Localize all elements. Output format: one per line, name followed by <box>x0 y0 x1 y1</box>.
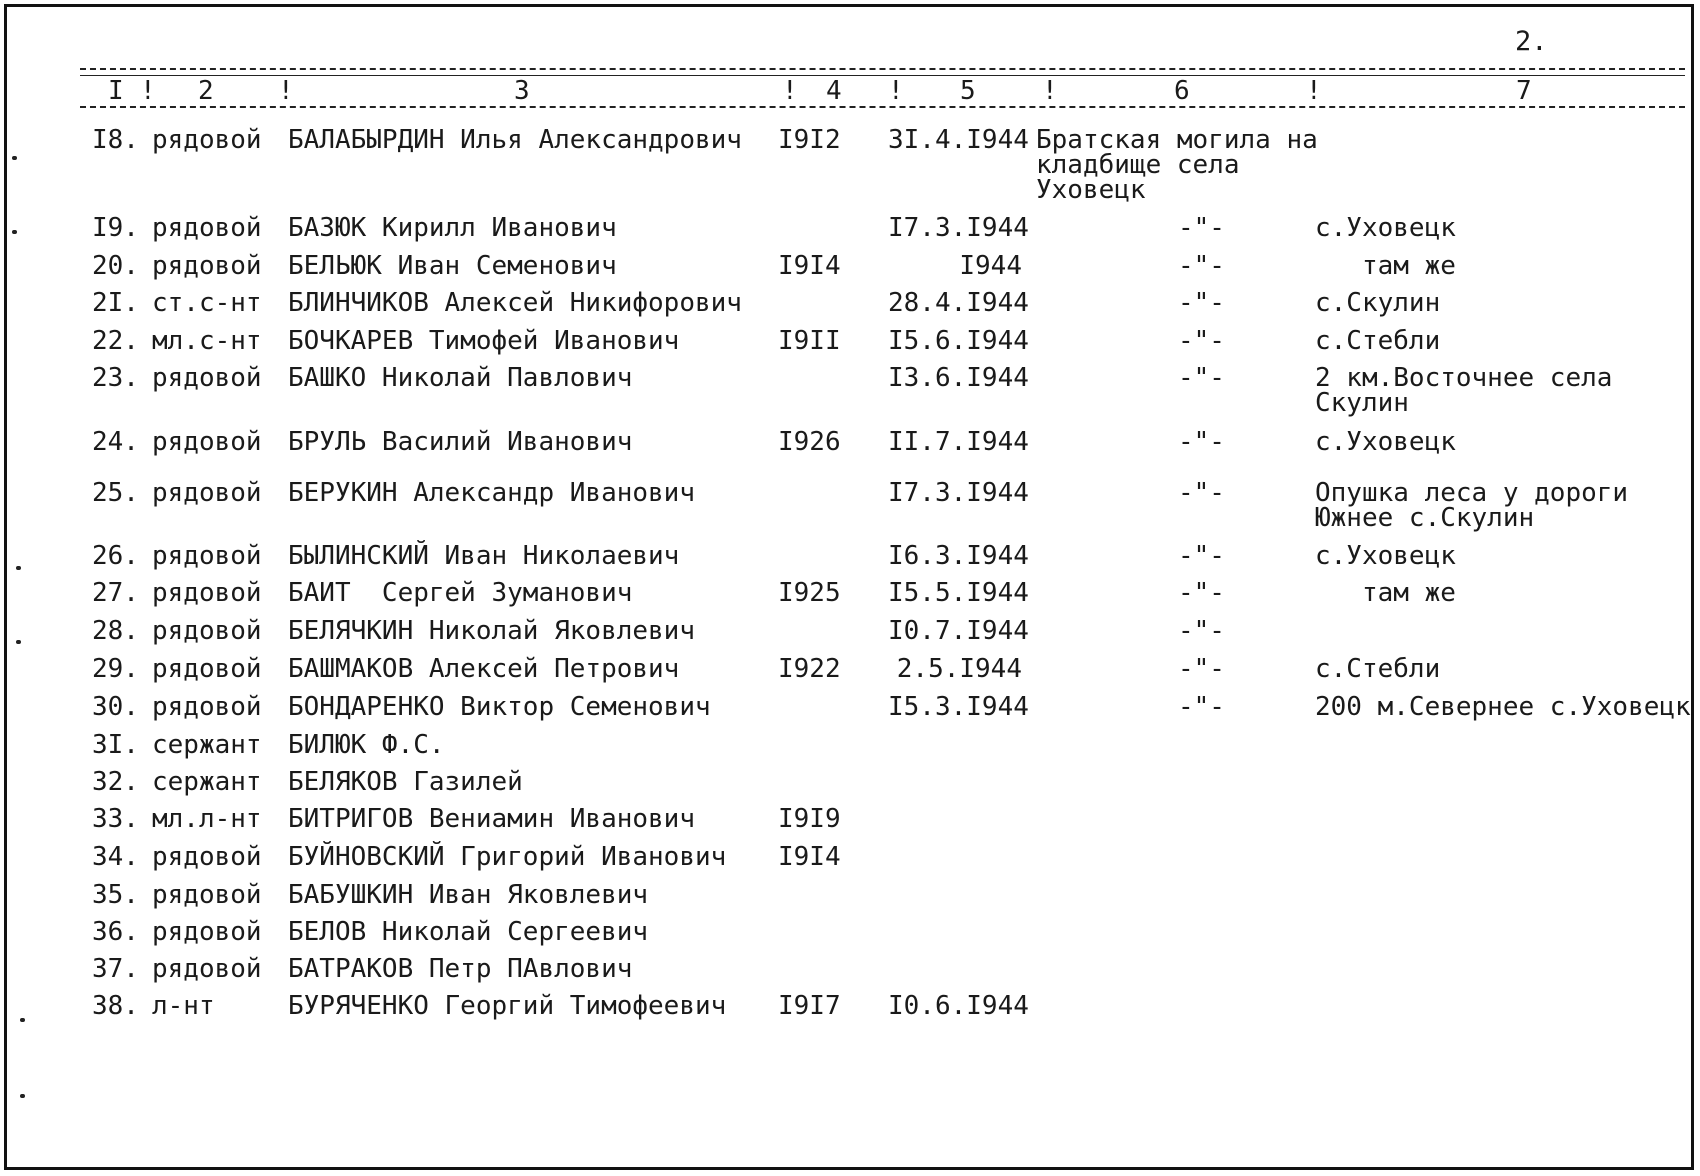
row-number: 32. <box>92 767 139 797</box>
location: 2 км.Восточнее села <box>1315 363 1613 393</box>
death-date: I7.3.I944 <box>888 478 1029 508</box>
row-number: 22. <box>92 326 139 356</box>
military-rank: сержант <box>152 730 262 760</box>
death-date: I5.5.I944 <box>888 578 1029 608</box>
row-number: I9. <box>92 213 139 243</box>
header-top-rule <box>80 68 1685 70</box>
location: там же <box>1362 251 1456 281</box>
military-rank: рядовой <box>152 917 262 947</box>
margin-mark <box>16 640 21 644</box>
ditto-mark: -"- <box>1178 288 1225 318</box>
military-rank: рядовой <box>152 842 262 872</box>
military-rank: рядовой <box>152 654 262 684</box>
death-date: 28.4.I944 <box>888 288 1029 318</box>
location: с.Стебли <box>1315 326 1441 356</box>
military-rank: сержант <box>152 767 262 797</box>
full-name: БЕЛЬЮК Иван Семенович <box>288 251 617 281</box>
full-name: БУЙНОВСКИЙ Григорий Иванович <box>288 842 727 872</box>
death-date: I944 <box>959 251 1022 281</box>
header-col-4: 4 <box>826 76 842 106</box>
header-separator: ! <box>1306 76 1322 106</box>
full-name: БАЛАБЫРДИН Илья Александрович <box>288 125 742 155</box>
ditto-mark: -"- <box>1178 478 1225 508</box>
burial-place: Братская могила на <box>1036 125 1318 155</box>
full-name: БЕЛОВ Николай Сергеевич <box>288 917 649 947</box>
birth-year: I9I7 <box>778 991 841 1021</box>
location: с.Скулин <box>1315 288 1441 318</box>
location: с.Стебли <box>1315 654 1441 684</box>
row-number: 35. <box>92 880 139 910</box>
military-rank: рядовой <box>152 251 262 281</box>
ditto-mark: -"- <box>1178 213 1225 243</box>
birth-year: I9II <box>778 326 841 356</box>
full-name: БЕЛЯКОВ Газилей <box>288 767 523 797</box>
military-rank: ст.с-нт <box>152 288 262 318</box>
margin-mark <box>12 230 17 234</box>
ditto-mark: -"- <box>1178 692 1225 722</box>
location: Опушка леса у дороги <box>1315 478 1629 508</box>
full-name: БОНДАРЕНКО Виктор Семенович <box>288 692 711 722</box>
military-rank: рядовой <box>152 363 262 393</box>
margin-mark <box>20 1018 25 1022</box>
location: с.Уховецк <box>1315 541 1456 571</box>
death-date: 3I.4.I944 <box>888 125 1029 155</box>
full-name: БАТРАКОВ Петр ПАвлович <box>288 954 633 984</box>
burial-place: кладбище села <box>1036 150 1240 180</box>
ditto-mark: -"- <box>1178 251 1225 281</box>
row-number: 24. <box>92 427 139 457</box>
row-number: 20. <box>92 251 139 281</box>
ditto-mark: -"- <box>1178 363 1225 393</box>
death-date: I0.6.I944 <box>888 991 1029 1021</box>
ditto-mark: -"- <box>1178 541 1225 571</box>
birth-year: I926 <box>778 427 841 457</box>
location: 200 м.Севернее с.Уховецк <box>1315 692 1691 722</box>
birth-year: I9I9 <box>778 804 841 834</box>
full-name: БАШКО Николай Павлович <box>288 363 633 393</box>
military-rank: л-нт <box>152 991 215 1021</box>
military-rank: рядовой <box>152 880 262 910</box>
full-name: БРУЛЬ Василий Иванович <box>288 427 633 457</box>
death-date: 2.5.I944 <box>896 654 1022 684</box>
margin-mark <box>16 566 21 570</box>
full-name: БАШМАКОВ Алексей Петрович <box>288 654 680 684</box>
row-number: 33. <box>92 804 139 834</box>
location: Скулин <box>1315 388 1409 418</box>
column-header-row <box>0 76 1700 106</box>
row-number: 28. <box>92 616 139 646</box>
burial-place: Уховецк <box>1036 175 1146 205</box>
row-number: 36. <box>92 917 139 947</box>
location: Южнее с.Скулин <box>1315 503 1535 533</box>
military-rank: мл.л-нт <box>152 804 262 834</box>
row-number: 34. <box>92 842 139 872</box>
full-name: БАБУШКИН Иван Яковлевич <box>288 880 649 910</box>
location: с.Уховецк <box>1315 427 1456 457</box>
header-bottom-rule <box>80 106 1685 108</box>
military-rank: рядовой <box>152 213 262 243</box>
row-number: 3I. <box>92 730 139 760</box>
full-name: БЛИНЧИКОВ Алексей Никифорович <box>288 288 742 318</box>
header-col-1: I <box>108 76 124 106</box>
death-date: I7.3.I944 <box>888 213 1029 243</box>
military-rank: рядовой <box>152 616 262 646</box>
military-rank: рядовой <box>152 692 262 722</box>
header-separator: ! <box>782 76 798 106</box>
full-name: БАЗЮК Кирилл Иванович <box>288 213 617 243</box>
header-col-7: 7 <box>1516 76 1532 106</box>
row-number: 25. <box>92 478 139 508</box>
header-col-6: 6 <box>1174 76 1190 106</box>
header-col-2: 2 <box>198 76 214 106</box>
ditto-mark: -"- <box>1178 578 1225 608</box>
military-rank: рядовой <box>152 478 262 508</box>
birth-year: I9I2 <box>778 125 841 155</box>
military-rank: рядовой <box>152 427 262 457</box>
ditto-mark: -"- <box>1178 616 1225 646</box>
military-rank: рядовой <box>152 125 262 155</box>
margin-mark <box>20 1094 25 1098</box>
full-name: БАИТ Сергей Зуманович <box>288 578 633 608</box>
row-number: 29. <box>92 654 139 684</box>
full-name: БУРЯЧЕНКО Георгий Тимофеевич <box>288 991 727 1021</box>
birth-year: I925 <box>778 578 841 608</box>
death-date: I5.6.I944 <box>888 326 1029 356</box>
header-col-5: 5 <box>960 76 976 106</box>
row-number: 27. <box>92 578 139 608</box>
death-date: I0.7.I944 <box>888 616 1029 646</box>
row-number: 37. <box>92 954 139 984</box>
header-separator: ! <box>1042 76 1058 106</box>
ditto-mark: -"- <box>1178 427 1225 457</box>
military-rank: рядовой <box>152 954 262 984</box>
full-name: БЫЛИНСКИЙ Иван Николаевич <box>288 541 680 571</box>
row-number: I8. <box>92 125 139 155</box>
margin-mark <box>12 156 17 160</box>
birth-year: I922 <box>778 654 841 684</box>
military-rank: мл.с-нт <box>152 326 262 356</box>
page-number: 2. <box>1515 26 1548 57</box>
death-date: I3.6.I944 <box>888 363 1029 393</box>
birth-year: I9I4 <box>778 842 841 872</box>
full-name: БЕЛЯЧКИН Николай Яковлевич <box>288 616 695 646</box>
location: с.Уховецк <box>1315 213 1456 243</box>
birth-year: I9I4 <box>778 251 841 281</box>
full-name: БИТРИГОВ Вениамин Иванович <box>288 804 695 834</box>
military-rank: рядовой <box>152 578 262 608</box>
ditto-mark: -"- <box>1178 326 1225 356</box>
ditto-mark: -"- <box>1178 654 1225 684</box>
row-number: 30. <box>92 692 139 722</box>
full-name: БОЧКАРЕВ Тимофей Иванович <box>288 326 680 356</box>
header-separator: ! <box>888 76 904 106</box>
row-number: 23. <box>92 363 139 393</box>
header-separator: ! <box>140 76 156 106</box>
row-number: 2I. <box>92 288 139 318</box>
military-rank: рядовой <box>152 541 262 571</box>
location: там же <box>1362 578 1456 608</box>
full-name: БИЛЮК Ф.С. <box>288 730 445 760</box>
full-name: БЕРУКИН Александр Иванович <box>288 478 695 508</box>
header-separator: ! <box>278 76 294 106</box>
death-date: I5.3.I944 <box>888 692 1029 722</box>
row-number: 38. <box>92 991 139 1021</box>
death-date: II.7.I944 <box>888 427 1029 457</box>
header-col-3: 3 <box>514 76 530 106</box>
death-date: I6.3.I944 <box>888 541 1029 571</box>
row-number: 26. <box>92 541 139 571</box>
